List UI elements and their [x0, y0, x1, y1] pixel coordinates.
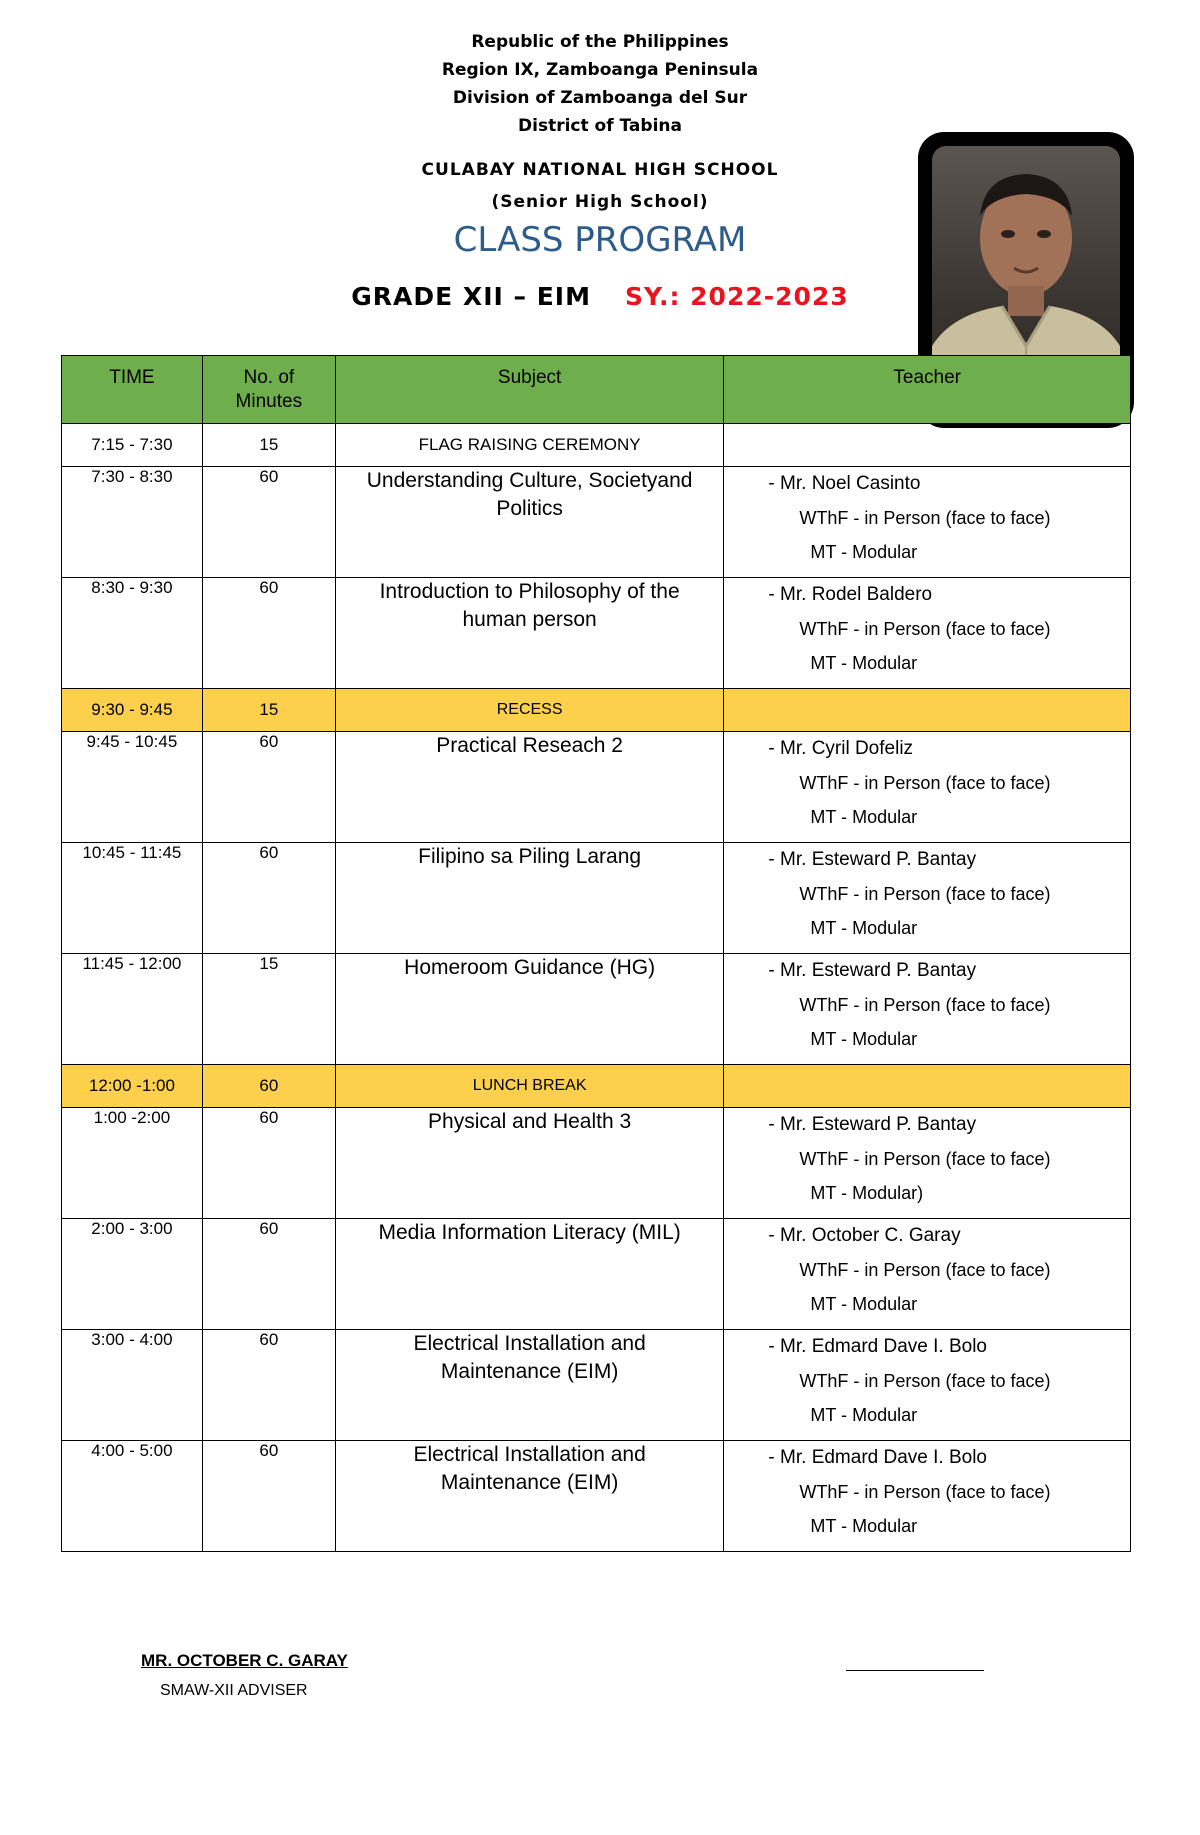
subject-cell: LUNCH BREAK [335, 1065, 724, 1108]
time-cell: 1:00 -2:00 [62, 1108, 203, 1219]
table-row [62, 1330, 1131, 1441]
schedule-modular: MT - Modular [810, 807, 918, 827]
subject-cell: Electrical Installation and Maintenance (EIM) [335, 1330, 724, 1441]
schedule-in-person: WThF - in Person (face to face) [799, 995, 1051, 1015]
time-cell: 9:45 - 10:45 [62, 732, 203, 843]
header-line-district: District of Tabina [518, 116, 682, 136]
minutes-cell: 60 [202, 467, 335, 578]
school-department: (Senior High School) [491, 192, 709, 212]
column-header-teacher: Teacher [724, 356, 1131, 424]
teacher-cell [724, 689, 1131, 732]
table-row [62, 424, 1131, 467]
time-cell: 2:00 - 3:00 [62, 1219, 203, 1330]
schedule-modular: MT - Modular) [810, 1183, 924, 1203]
time-cell: 7:30 - 8:30 [62, 467, 203, 578]
teacher-cell [724, 954, 1131, 1065]
government-header [0, 28, 1200, 140]
table-row [62, 467, 1131, 578]
time-cell: 8:30 - 9:30 [62, 578, 203, 689]
teacher-cell [724, 843, 1131, 954]
break-row [62, 1065, 1131, 1108]
time-cell: 12:00 -1:00 [62, 1065, 203, 1108]
signature-line [846, 1670, 984, 1671]
schedule-in-person: WThF - in Person (face to face) [799, 1371, 1051, 1391]
schedule-in-person: WThF - in Person (face to face) [799, 1482, 1051, 1502]
subject-cell: Introduction to Philosophy of the human person [335, 578, 724, 689]
minutes-cell: 60 [202, 1219, 335, 1330]
teacher-cell [724, 1330, 1131, 1441]
subject-cell: Filipino sa Piling Larang [335, 843, 724, 954]
table-row [62, 578, 1131, 689]
header-line-division: Division of Zamboanga del Sur [452, 88, 748, 108]
teacher-cell [724, 1065, 1131, 1108]
subject-cell: RECESS [335, 689, 724, 732]
minutes-cell: 15 [202, 424, 335, 467]
time-cell: 4:00 - 5:00 [62, 1441, 203, 1552]
subject-cell: Physical and Health 3 [335, 1108, 724, 1219]
minutes-cell: 60 [202, 1330, 335, 1441]
minutes-cell: 60 [202, 1065, 335, 1108]
schedule-modular: MT - Modular [810, 1029, 918, 1049]
time-cell: 7:15 - 7:30 [62, 424, 203, 467]
schedule-in-person: WThF - in Person (face to face) [799, 773, 1051, 793]
subject-cell: FLAG RAISING CEREMONY [335, 424, 724, 467]
teacher-name: - Mr. Esteward P. Bantay [768, 1114, 977, 1135]
minutes-cell: 60 [202, 732, 335, 843]
table-row [62, 843, 1131, 954]
teacher-name: - Mr. Esteward P. Bantay [768, 960, 977, 981]
minutes-cell: 15 [202, 689, 335, 732]
schedule-modular: MT - Modular [810, 1294, 918, 1314]
column-header-subject: Subject [335, 356, 724, 424]
schedule-modular: MT - Modular [810, 653, 918, 673]
time-cell: 11:45 - 12:00 [62, 954, 203, 1065]
table-row [62, 954, 1131, 1065]
minutes-cell: 15 [202, 954, 335, 1065]
teacher-cell [724, 424, 1131, 467]
table-row [62, 1219, 1131, 1330]
subject-cell: Understanding Culture, Societyand Politics [335, 467, 724, 578]
teacher-name: - Mr. October C. Garay [768, 1225, 961, 1246]
schedule-in-person: WThF - in Person (face to face) [799, 508, 1051, 528]
class-schedule-table [61, 355, 1131, 1552]
table-row [62, 1108, 1131, 1219]
table-row [62, 1441, 1131, 1552]
time-cell: 10:45 - 11:45 [62, 843, 203, 954]
schedule-in-person: WThF - in Person (face to face) [799, 1260, 1051, 1280]
schedule-in-person: WThF - in Person (face to face) [799, 619, 1051, 639]
schedule-modular: MT - Modular [810, 918, 918, 938]
schedule-modular: MT - Modular [810, 1516, 918, 1536]
minutes-cell: 60 [202, 1108, 335, 1219]
schedule-in-person: WThF - in Person (face to face) [799, 1149, 1051, 1169]
teacher-name: - Mr. Edmard Dave I. Bolo [768, 1447, 987, 1468]
subject-cell: Media Information Literacy (MIL) [335, 1219, 724, 1330]
header-line-republic: Republic of the Philippines [471, 32, 729, 52]
schedule-modular: MT - Modular [810, 542, 918, 562]
break-row [62, 689, 1131, 732]
school-year: SY.: 2022-2023 [624, 282, 849, 311]
teacher-name: - Mr. Edmard Dave I. Bolo [768, 1336, 987, 1357]
table-header-row [62, 356, 1131, 424]
teacher-cell [724, 467, 1131, 578]
page-title: CLASS PROGRAM [453, 220, 747, 260]
subject-cell: Homeroom Guidance (HG) [335, 954, 724, 1065]
schedule-in-person: WThF - in Person (face to face) [799, 884, 1051, 904]
time-cell: 9:30 - 9:45 [62, 689, 203, 732]
teacher-name: - Mr. Esteward P. Bantay [768, 849, 977, 870]
school-name: CULABAY NATIONAL HIGH SCHOOL [421, 160, 779, 180]
time-cell: 3:00 - 4:00 [62, 1330, 203, 1441]
teacher-name: - Mr. Rodel Baldero [768, 584, 933, 605]
minutes-cell: 60 [202, 578, 335, 689]
minutes-cell: 60 [202, 1441, 335, 1552]
column-header-minutes: No. of Minutes [202, 356, 335, 424]
table-row [62, 732, 1131, 843]
schedule-modular: MT - Modular [810, 1405, 918, 1425]
subject-cell: Practical Reseach 2 [335, 732, 724, 843]
minutes-cell: 60 [202, 843, 335, 954]
adviser-role: SMAW-XII ADVISER [160, 1682, 308, 1699]
adviser-name: MR. OCTOBER C. GARAY [141, 1651, 348, 1670]
header-line-region: Region IX, Zamboanga Peninsula [441, 60, 759, 80]
subject-cell: Electrical Installation and Maintenance (EIM) [335, 1441, 724, 1552]
teacher-name: - Mr. Cyril Dofeliz [768, 738, 914, 759]
teacher-cell [724, 578, 1131, 689]
column-header-time: TIME [62, 356, 203, 424]
teacher-cell [724, 1219, 1131, 1330]
teacher-name: - Mr. Noel Casinto [768, 473, 921, 494]
teacher-cell [724, 1441, 1131, 1552]
grade-label: GRADE XII – EIM [351, 282, 591, 311]
teacher-cell [724, 1108, 1131, 1219]
teacher-cell [724, 732, 1131, 843]
